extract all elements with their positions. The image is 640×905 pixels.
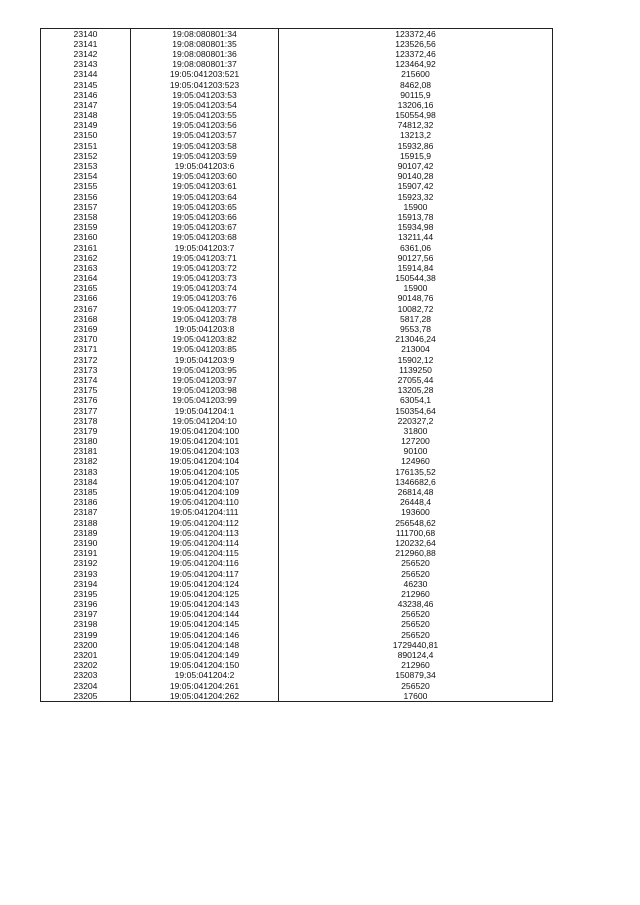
value-cell: 90107,42 (279, 161, 553, 171)
row-number-cell: 23187 (41, 508, 131, 518)
cadastral-number-cell: 19:05:041203:58 (131, 141, 279, 151)
table-row (41, 111, 553, 121)
cadastral-number-cell: 19:05:041203:77 (131, 304, 279, 314)
row-number-cell: 23164 (41, 274, 131, 284)
table-row (41, 375, 553, 385)
cadastral-number-cell: 19:05:041204:113 (131, 528, 279, 538)
table-row (41, 457, 553, 467)
table-row (41, 620, 553, 630)
table-row (41, 161, 553, 171)
cadastral-number-cell: 19:05:041204:109 (131, 487, 279, 497)
cadastral-number-cell: 19:05:041204:101 (131, 437, 279, 447)
value-cell: 256548,62 (279, 518, 553, 528)
cadastral-number-cell: 19:05:041204:112 (131, 518, 279, 528)
table-row (41, 416, 553, 426)
value-cell: 90100 (279, 447, 553, 457)
row-number-cell: 23174 (41, 375, 131, 385)
cadastral-number-cell: 19:05:041203:97 (131, 375, 279, 385)
row-number-cell: 23158 (41, 212, 131, 222)
cadastral-number-cell: 19:05:041204:261 (131, 681, 279, 691)
cadastral-number-cell: 19:05:041203:521 (131, 70, 279, 80)
table-row (41, 650, 553, 660)
cadastral-number-cell: 19:05:041203:59 (131, 151, 279, 161)
cadastral-number-cell: 19:05:041203:76 (131, 294, 279, 304)
row-number-cell: 23151 (41, 141, 131, 151)
table-row (41, 223, 553, 233)
row-number-cell: 23185 (41, 487, 131, 497)
row-number-cell: 23154 (41, 172, 131, 182)
row-number-cell: 23194 (41, 579, 131, 589)
value-cell: 6361,06 (279, 243, 553, 253)
row-number-cell: 23202 (41, 661, 131, 671)
cadastral-number-cell: 19:05:041204:110 (131, 498, 279, 508)
table-row (41, 528, 553, 538)
row-number-cell: 23143 (41, 60, 131, 70)
cadastral-number-cell: 19:05:041204:111 (131, 508, 279, 518)
row-number-cell: 23156 (41, 192, 131, 202)
cadastral-number-cell: 19:05:041204:262 (131, 691, 279, 702)
row-number-cell: 23181 (41, 447, 131, 457)
row-number-cell: 23184 (41, 477, 131, 487)
row-number-cell: 23204 (41, 681, 131, 691)
value-cell: 193600 (279, 508, 553, 518)
cadastral-number-cell: 19:05:041203:60 (131, 172, 279, 182)
value-cell: 123464,92 (279, 60, 553, 70)
value-cell: 1346682,6 (279, 477, 553, 487)
cadastral-number-cell: 19:05:041203:85 (131, 345, 279, 355)
value-cell: 13205,28 (279, 386, 553, 396)
value-cell: 27055,44 (279, 375, 553, 385)
cadastral-number-cell: 19:05:041203:72 (131, 263, 279, 273)
row-number-cell: 23177 (41, 406, 131, 416)
row-number-cell: 23167 (41, 304, 131, 314)
cadastral-number-cell: 19:05:041203:61 (131, 182, 279, 192)
row-number-cell: 23205 (41, 691, 131, 702)
table-body (41, 29, 553, 702)
cadastral-number-cell: 19:05:041204:10 (131, 416, 279, 426)
cadastral-number-cell: 19:05:041204:124 (131, 579, 279, 589)
row-number-cell: 23178 (41, 416, 131, 426)
value-cell: 127200 (279, 437, 553, 447)
row-number-cell: 23146 (41, 90, 131, 100)
table-row (41, 60, 553, 70)
row-number-cell: 23201 (41, 650, 131, 660)
table-row (41, 141, 553, 151)
value-cell: 256520 (279, 681, 553, 691)
row-number-cell: 23168 (41, 314, 131, 324)
cadastral-number-cell: 19:05:041203:54 (131, 100, 279, 110)
table-row (41, 396, 553, 406)
value-cell: 150554,98 (279, 111, 553, 121)
row-number-cell: 23150 (41, 131, 131, 141)
row-number-cell: 23196 (41, 600, 131, 610)
cadastral-number-cell: 19:05:041204:143 (131, 600, 279, 610)
cadastral-number-cell: 19:05:041203:66 (131, 212, 279, 222)
value-cell: 90115,9 (279, 90, 553, 100)
table-row (41, 661, 553, 671)
value-cell: 1139250 (279, 365, 553, 375)
cadastral-number-cell: 19:05:041203:68 (131, 233, 279, 243)
table-row (41, 80, 553, 90)
table-row (41, 304, 553, 314)
row-number-cell: 23170 (41, 335, 131, 345)
table-row (41, 253, 553, 263)
table-row (41, 284, 553, 294)
value-cell: 124960 (279, 457, 553, 467)
table-row (41, 610, 553, 620)
row-number-cell: 23191 (41, 549, 131, 559)
table-row (41, 671, 553, 681)
cadastral-number-cell: 19:05:041203:65 (131, 202, 279, 212)
value-cell: 31800 (279, 426, 553, 436)
cadastral-number-cell: 19:05:041204:116 (131, 559, 279, 569)
table-row (41, 559, 553, 569)
value-cell: 43238,46 (279, 600, 553, 610)
value-cell: 213046,24 (279, 335, 553, 345)
table-row (41, 192, 553, 202)
table-row (41, 549, 553, 559)
cadastral-number-cell: 19:05:041203:64 (131, 192, 279, 202)
value-cell: 120232,64 (279, 538, 553, 548)
row-number-cell: 23141 (41, 39, 131, 49)
cadastral-number-cell: 19:05:041204:1 (131, 406, 279, 416)
value-cell: 74812,32 (279, 121, 553, 131)
cadastral-number-cell: 19:05:041203:67 (131, 223, 279, 233)
cadastral-number-cell: 19:05:041204:114 (131, 538, 279, 548)
cadastral-number-cell: 19:05:041203:8 (131, 324, 279, 334)
cadastral-number-cell: 19:08:080801:36 (131, 49, 279, 59)
cadastral-number-cell: 19:05:041204:150 (131, 661, 279, 671)
cadastral-number-cell: 19:05:041204:104 (131, 457, 279, 467)
value-cell: 220327,2 (279, 416, 553, 426)
row-number-cell: 23183 (41, 467, 131, 477)
value-cell: 123372,46 (279, 29, 553, 40)
value-cell: 215600 (279, 70, 553, 80)
value-cell: 212960,88 (279, 549, 553, 559)
cadastral-number-cell: 19:05:041204:107 (131, 477, 279, 487)
table-row (41, 324, 553, 334)
table-row (41, 202, 553, 212)
value-cell: 5817,28 (279, 314, 553, 324)
cadastral-number-cell: 19:05:041203:55 (131, 111, 279, 121)
table-row (41, 70, 553, 80)
table-row (41, 579, 553, 589)
value-cell: 13211,44 (279, 233, 553, 243)
value-cell: 17600 (279, 691, 553, 702)
cadastral-number-cell: 19:05:041203:523 (131, 80, 279, 90)
table-row (41, 538, 553, 548)
table-row (41, 29, 553, 40)
cadastral-number-cell: 19:05:041203:57 (131, 131, 279, 141)
value-cell: 111700,68 (279, 528, 553, 538)
table-row (41, 131, 553, 141)
row-number-cell: 23203 (41, 671, 131, 681)
cadastral-number-cell: 19:05:041204:2 (131, 671, 279, 681)
cadastral-number-cell: 19:05:041203:99 (131, 396, 279, 406)
cadastral-number-cell: 19:05:041204:145 (131, 620, 279, 630)
cadastral-number-cell: 19:05:041203:7 (131, 243, 279, 253)
value-cell: 26448,4 (279, 498, 553, 508)
value-cell: 46230 (279, 579, 553, 589)
cadastral-number-cell: 19:05:041203:56 (131, 121, 279, 131)
table-row (41, 172, 553, 182)
row-number-cell: 23189 (41, 528, 131, 538)
cadastral-number-cell: 19:08:080801:34 (131, 29, 279, 40)
table-row (41, 49, 553, 59)
cadastral-number-cell: 19:05:041203:74 (131, 284, 279, 294)
row-number-cell: 23142 (41, 49, 131, 59)
cadastral-number-cell: 19:05:041204:100 (131, 426, 279, 436)
table-row (41, 691, 553, 702)
row-number-cell: 23179 (41, 426, 131, 436)
row-number-cell: 23175 (41, 386, 131, 396)
table-row (41, 263, 553, 273)
value-cell: 256520 (279, 620, 553, 630)
table-row (41, 355, 553, 365)
table-row (41, 90, 553, 100)
row-number-cell: 23195 (41, 589, 131, 599)
value-cell: 150544,38 (279, 274, 553, 284)
value-cell: 256520 (279, 610, 553, 620)
table-row (41, 437, 553, 447)
table-row (41, 681, 553, 691)
table-row (41, 121, 553, 131)
value-cell: 15902,12 (279, 355, 553, 365)
table-row (41, 508, 553, 518)
row-number-cell: 23171 (41, 345, 131, 355)
row-number-cell: 23172 (41, 355, 131, 365)
row-number-cell: 23190 (41, 538, 131, 548)
cadastral-number-cell: 19:05:041203:95 (131, 365, 279, 375)
row-number-cell: 23140 (41, 29, 131, 40)
value-cell: 8462,08 (279, 80, 553, 90)
row-number-cell: 23148 (41, 111, 131, 121)
row-number-cell: 23173 (41, 365, 131, 375)
value-cell: 123526,56 (279, 39, 553, 49)
row-number-cell: 23149 (41, 121, 131, 131)
row-number-cell: 23152 (41, 151, 131, 161)
table-row (41, 487, 553, 497)
cadastral-number-cell: 19:05:041204:117 (131, 569, 279, 579)
cadastral-number-cell: 19:08:080801:35 (131, 39, 279, 49)
cadastral-number-cell: 19:05:041204:125 (131, 589, 279, 599)
table-row (41, 630, 553, 640)
value-cell: 15923,32 (279, 192, 553, 202)
value-cell: 150879,34 (279, 671, 553, 681)
table-row (41, 406, 553, 416)
table-row (41, 518, 553, 528)
row-number-cell: 23199 (41, 630, 131, 640)
value-cell: 176135,52 (279, 467, 553, 477)
value-cell: 213004 (279, 345, 553, 355)
row-number-cell: 23182 (41, 457, 131, 467)
cadastral-number-cell: 19:05:041204:148 (131, 640, 279, 650)
cadastral-number-cell: 19:05:041203:98 (131, 386, 279, 396)
table-row (41, 345, 553, 355)
row-number-cell: 23186 (41, 498, 131, 508)
row-number-cell: 23145 (41, 80, 131, 90)
table-row (41, 386, 553, 396)
table-row (41, 498, 553, 508)
cadastral-number-cell: 19:05:041203:53 (131, 90, 279, 100)
value-cell: 256520 (279, 559, 553, 569)
row-number-cell: 23155 (41, 182, 131, 192)
value-cell: 15915,9 (279, 151, 553, 161)
table-row (41, 294, 553, 304)
value-cell: 1729440,81 (279, 640, 553, 650)
value-cell: 256520 (279, 569, 553, 579)
value-cell: 15900 (279, 284, 553, 294)
cadastral-number-cell: 19:05:041203:9 (131, 355, 279, 365)
value-cell: 13213,2 (279, 131, 553, 141)
value-cell: 13206,16 (279, 100, 553, 110)
table-row (41, 151, 553, 161)
cadastral-number-cell: 19:05:041203:73 (131, 274, 279, 284)
row-number-cell: 23193 (41, 569, 131, 579)
cadastral-number-cell: 19:05:041204:103 (131, 447, 279, 457)
value-cell: 15934,98 (279, 223, 553, 233)
table-row (41, 365, 553, 375)
value-cell: 90140,28 (279, 172, 553, 182)
table-row (41, 274, 553, 284)
cadastral-number-cell: 19:05:041203:82 (131, 335, 279, 345)
row-number-cell: 23147 (41, 100, 131, 110)
table-row (41, 600, 553, 610)
cadastral-value-table (40, 28, 553, 702)
value-cell: 15907,42 (279, 182, 553, 192)
row-number-cell: 23163 (41, 263, 131, 273)
value-cell: 212960 (279, 589, 553, 599)
row-number-cell: 23165 (41, 284, 131, 294)
value-cell: 256520 (279, 630, 553, 640)
row-number-cell: 23200 (41, 640, 131, 650)
value-cell: 15913,78 (279, 212, 553, 222)
value-cell: 150354,64 (279, 406, 553, 416)
cadastral-number-cell: 19:05:041203:78 (131, 314, 279, 324)
cadastral-number-cell: 19:05:041203:71 (131, 253, 279, 263)
table-row (41, 426, 553, 436)
value-cell: 123372,46 (279, 49, 553, 59)
table-row (41, 335, 553, 345)
value-cell: 15900 (279, 202, 553, 212)
value-cell: 9553,78 (279, 324, 553, 334)
table-row (41, 243, 553, 253)
row-number-cell: 23197 (41, 610, 131, 620)
cadastral-number-cell: 19:05:041203:6 (131, 161, 279, 171)
row-number-cell: 23144 (41, 70, 131, 80)
cadastral-number-cell: 19:05:041204:146 (131, 630, 279, 640)
row-number-cell: 23176 (41, 396, 131, 406)
cadastral-number-cell: 19:05:041204:105 (131, 467, 279, 477)
row-number-cell: 23161 (41, 243, 131, 253)
row-number-cell: 23169 (41, 324, 131, 334)
value-cell: 15932,86 (279, 141, 553, 151)
value-cell: 90148,76 (279, 294, 553, 304)
row-number-cell: 23157 (41, 202, 131, 212)
value-cell: 26814,48 (279, 487, 553, 497)
table-row (41, 100, 553, 110)
value-cell: 15914,84 (279, 263, 553, 273)
row-number-cell: 23153 (41, 161, 131, 171)
table-row (41, 569, 553, 579)
table-row (41, 589, 553, 599)
row-number-cell: 23162 (41, 253, 131, 263)
value-cell: 63054,1 (279, 396, 553, 406)
row-number-cell: 23160 (41, 233, 131, 243)
table-row (41, 447, 553, 457)
value-cell: 212960 (279, 661, 553, 671)
row-number-cell: 23188 (41, 518, 131, 528)
table-row (41, 477, 553, 487)
cadastral-number-cell: 19:05:041204:115 (131, 549, 279, 559)
table-row (41, 467, 553, 477)
table-row (41, 314, 553, 324)
table-row (41, 212, 553, 222)
table-row (41, 182, 553, 192)
table-row (41, 640, 553, 650)
row-number-cell: 23192 (41, 559, 131, 569)
table-row (41, 39, 553, 49)
value-cell: 890124,4 (279, 650, 553, 660)
value-cell: 10082,72 (279, 304, 553, 314)
row-number-cell: 23180 (41, 437, 131, 447)
cadastral-number-cell: 19:05:041204:144 (131, 610, 279, 620)
row-number-cell: 23166 (41, 294, 131, 304)
table-row (41, 233, 553, 243)
value-cell: 90127,56 (279, 253, 553, 263)
cadastral-number-cell: 19:08:080801:37 (131, 60, 279, 70)
cadastral-number-cell: 19:05:041204:149 (131, 650, 279, 660)
row-number-cell: 23159 (41, 223, 131, 233)
row-number-cell: 23198 (41, 620, 131, 630)
